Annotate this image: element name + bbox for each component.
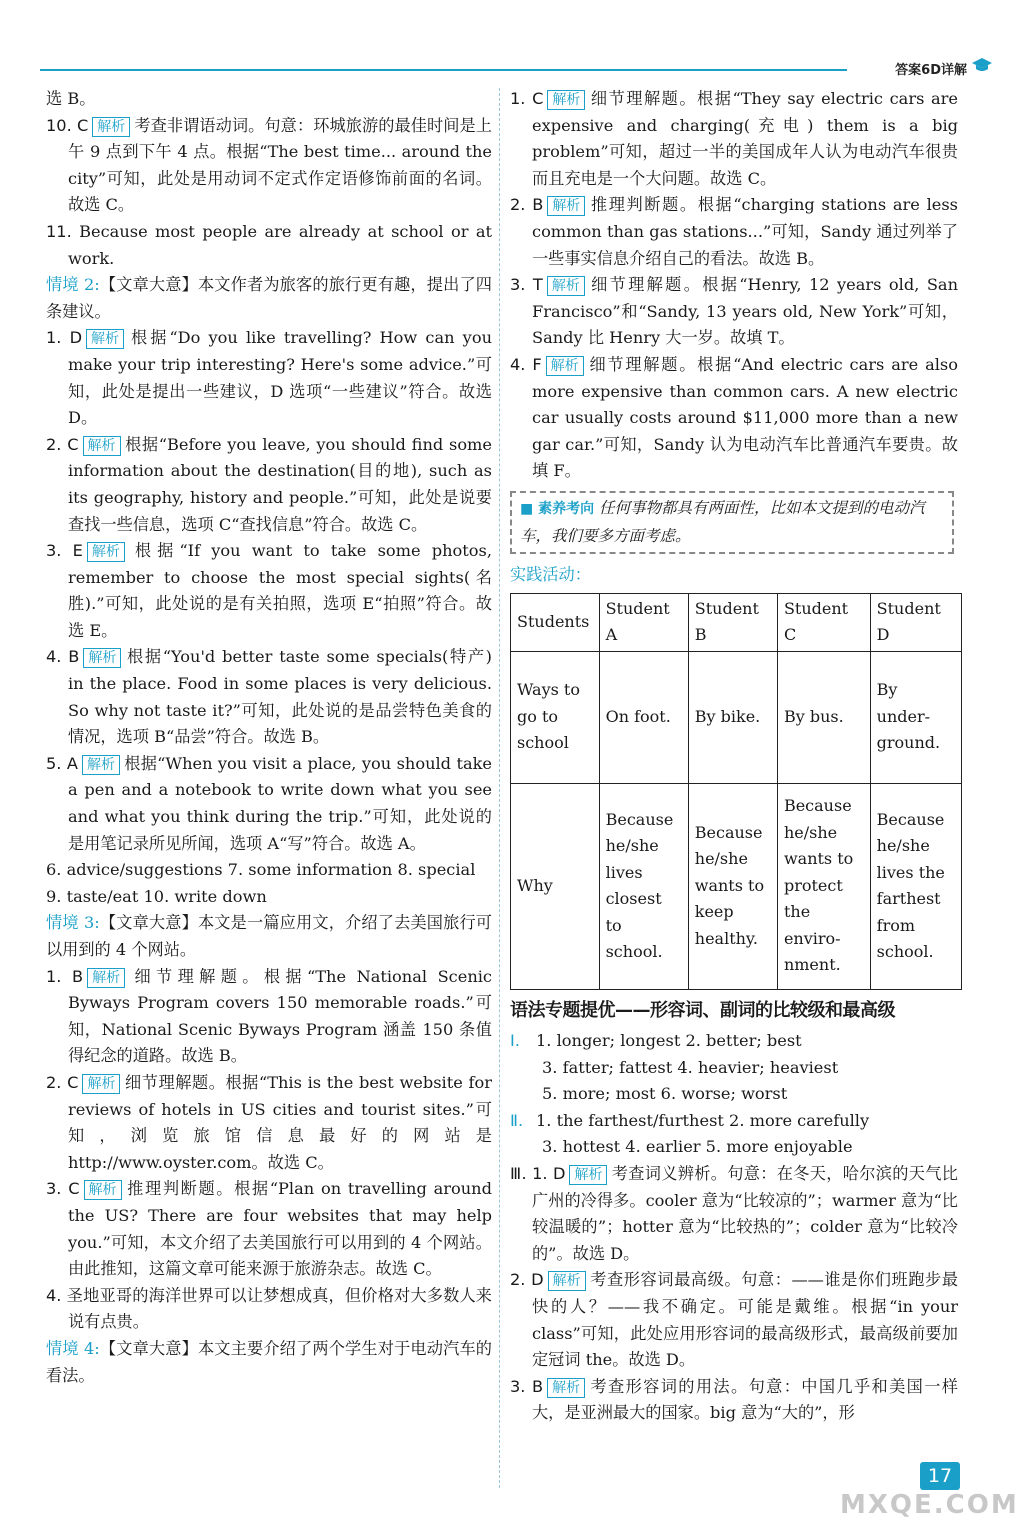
table-cell: Because he/she wants to keep healthy.: [688, 783, 777, 989]
item-number: 2. B: [510, 195, 544, 215]
section-intro: [46, 1336, 492, 1389]
page-header: [40, 60, 997, 80]
table-cell: On foot.: [599, 651, 688, 783]
graduation-cap-icon: [971, 56, 993, 74]
section-text: 【文章大意】本文作者为旅客的旅行更有趣，提出了四条建议。: [46, 275, 492, 321]
grammar-I-line: Ⅰ. 1. longer; longest 2. better; best: [510, 1028, 958, 1055]
section-label: 情境 4:: [46, 1338, 100, 1358]
item-text: 细节理解题。根据“Henry, 12 years old, San Francisco”和“Sandy, 13 years old, New York”可知，Sandy 比 Henry 大一岁。故填 T。: [532, 275, 958, 348]
answer-line: 6. advice/suggestions 7. some information 8. special: [46, 860, 476, 880]
item-text: 考查非谓语动词。句意：环城旅游的最佳时间是上午 9 点到下午 4 点。根据“The best time... around the city”可知，此处是用动词不定式作定语修饰前面的名词。故选 C。: [68, 115, 492, 215]
item-text: 根据“When you visit a place, you should take a pen and a notebook to write down what you see and what you think during the trip.”可知，此处说的是用笔记录所见所闻，选项 A“写”符合。故选 A。: [68, 753, 492, 853]
analysis-tag: 解析: [547, 196, 585, 216]
right-items: [510, 86, 958, 485]
item-number: Ⅲ. 1. D: [510, 1164, 566, 1184]
item-number: 11.: [46, 221, 72, 241]
item-number: 2. C: [46, 434, 79, 454]
list-item: [510, 1161, 958, 1267]
right-column: [510, 86, 958, 1427]
analysis-tag: 解析: [92, 117, 130, 137]
grammar-II-line: 3. hottest 4. earlier 5. more enjoyable: [542, 1137, 853, 1157]
analysis-tag: 解析: [87, 542, 125, 562]
item-text: 细节理解题。根据“They say electric cars are expensive and charging(充电) them is a big problem”可知，超过一半的美国成年人认为电动汽车很贵而且充电是一个大问题。故选 C。: [532, 89, 958, 188]
list-item: [510, 1267, 958, 1373]
item-number: 3. C: [46, 1179, 80, 1199]
list-item: [510, 352, 958, 485]
table-header-row: [511, 593, 962, 651]
item-number: 3. B: [510, 1376, 544, 1396]
table-cell: Because he/she wants to protect the enviro-nment.: [777, 783, 870, 989]
table-header: Student D: [870, 593, 961, 651]
item-text: 推理判断题。根据“Plan on travelling around the US? There are four websites that may help you.”可知，本文介绍了去美国旅行可以用到的 4 个网站。由此推知，这篇文章可能来源于旅游杂志。故选 C。: [68, 1179, 492, 1279]
tip-marker-icon: ■: [520, 500, 539, 517]
page-number: 17: [920, 1462, 960, 1490]
analysis-tag: 解析: [547, 276, 585, 296]
list-item: [510, 86, 958, 192]
item-text: 细节理解题。根据“And electric cars are also more expensive than common cars. A new electric car usually costs around $11,000 more than a new gar car.”可知，Sandy 认为电动汽车比普通汽车要贵。故填 F。: [532, 354, 958, 481]
list-item: [46, 325, 492, 431]
answer-line: 选 B。: [46, 89, 96, 108]
item-number: 1. D: [46, 328, 83, 348]
grammar-III: [510, 1161, 958, 1427]
table-row: [511, 651, 962, 783]
analysis-tag: 解析: [547, 1378, 585, 1398]
grammar-I-line: 3. fatter; fattest 4. heavier; heaviest: [542, 1057, 839, 1077]
item-text: 细节理解题。根据“The National Scenic Byways Program covers 150 memorable roads.”可知，National Scenic Byways Program 涵盖 150 条值得纪念的道路。故选 B。: [68, 966, 492, 1066]
analysis-tag: 解析: [82, 755, 120, 775]
section-intro: [46, 272, 492, 325]
grammar-II-line: Ⅱ. 1. the farthest/furthest 2. more carefully: [510, 1108, 958, 1135]
item-text: 根据“Before you leave, you should find some information about the destination(目的地), such as its geography, history and people.”可知，此处是说要查找一些信息，选项 C“查找信息”符合。故选 C。: [68, 434, 492, 534]
column-divider: [499, 88, 500, 1488]
item-number: 1. C: [510, 89, 544, 108]
item-text: 考查形容词的用法。句意：中国几乎和美国一样大，是亚洲最大的国家。big 意为“大的”，形: [532, 1376, 958, 1423]
roman-numeral: Ⅱ.: [510, 1110, 524, 1130]
header-rule: [40, 69, 847, 71]
tip-text: 任何事物都具有两面性，比如本文提到的电动汽车，我们要多方面考虑。: [520, 498, 925, 545]
list-item: [46, 964, 492, 1070]
list-item: [510, 1374, 958, 1427]
list-item: [46, 1176, 492, 1282]
grammar-title: 语法专题提优——形容词、副词的比较级和最高级: [510, 999, 895, 1021]
item-text: 考查形容词最高级。句意：——谁是你们班跑步最快的人？——我不确定。可能是戴维。根据“in your class”可知，此处应用形容词的最高级形式，最高级前要加定冠词 the。故选 D。: [532, 1270, 958, 1370]
list-item: [510, 192, 958, 272]
list-item: [46, 1283, 492, 1336]
tip-box: [510, 491, 954, 554]
item-number: 1. B: [46, 966, 84, 986]
analysis-tag: 解析: [86, 329, 124, 349]
item-number: 5. A: [46, 753, 78, 773]
item-text: 圣地亚哥的海洋世界可以让梦想成真，但价格对大多数人来说有点贵。: [66, 1285, 492, 1332]
item-text: 根据“If you want to take some photos, remember to choose the most special sights(名胜).”可知，此处说的是有关拍照，选项 E“拍照”符合。故选 E。: [68, 541, 492, 640]
item-number: 2. D: [510, 1270, 544, 1290]
section-intro: [46, 910, 492, 963]
section-label: 情境 2:: [46, 275, 100, 295]
list-item: [46, 219, 492, 272]
item-text: 考查词义辨析。句意：在冬天，哈尔滨的天气比广州的冷得多。cooler 意为“比较凉的”；warmer 意为“比较温暖的”；hotter 意为“比较热的”；colder 意为“比较冷的”。故选 D。: [532, 1164, 958, 1263]
table-row: [511, 783, 962, 989]
activity-table: [510, 593, 962, 990]
item-text: 根据“Do you like travelling? How can you make your trip interesting? Here's some advice.”可知，此处是提出一些建议，D 选项“一些建议”符合。故选 D。: [68, 328, 492, 428]
item-number: 2. C: [46, 1072, 79, 1092]
table-header: Student B: [688, 593, 777, 651]
header-title: 答案6D详解: [895, 63, 967, 78]
analysis-tag: 解析: [547, 90, 585, 110]
table-cell: Why: [511, 783, 600, 989]
list-item: [46, 432, 492, 538]
table-cell: By bike.: [688, 651, 777, 783]
item-number: 4. F: [510, 354, 542, 374]
table-header: Student A: [599, 593, 688, 651]
analysis-tag: 解析: [84, 1180, 122, 1200]
analysis-tag: 解析: [83, 436, 121, 456]
list-item: [46, 644, 492, 750]
activity-heading: 实践活动：: [510, 564, 591, 584]
analysis-tag: 解析: [569, 1165, 607, 1185]
item-text: 推理判断题。根据“charging stations are less common than gas stations...”可知，Sandy 通过列举了一些事实信息介绍自己的看法。故选 B。: [532, 195, 958, 268]
item-number: 4. B: [46, 647, 80, 667]
list-item: [46, 751, 492, 857]
watermark: MXQE.COM: [840, 1490, 1019, 1520]
table-header: Students: [511, 593, 600, 651]
section-text: 【文章大意】本文是一篇应用文，介绍了去美国旅行可以用到的 4 个网站。: [46, 913, 492, 959]
list-item: [510, 272, 958, 352]
analysis-tag: 解析: [87, 968, 125, 988]
section-text: 【文章大意】本文主要介绍了两个学生对于电动汽车的看法。: [46, 1338, 492, 1385]
table-cell: Ways to go to school: [511, 651, 600, 783]
item-text: Because most people are already at school or at work.: [68, 221, 492, 268]
item-text: 细节理解题。根据“This is the best website for reviews of hotels in US cities and tourist sites.”可知，浏览旅馆信息最好的网站是 http://www.oyster.com。故选 C。: [68, 1072, 492, 1172]
item-number: 10. C: [46, 115, 89, 135]
analysis-tag: 解析: [548, 1271, 586, 1291]
analysis-tag: 解析: [83, 648, 121, 668]
section-label: 情境 3:: [46, 913, 100, 933]
table-cell: By bus.: [777, 651, 870, 783]
item-number: 3. T: [510, 275, 543, 295]
table-cell: Because he/she lives closest to school.: [599, 783, 688, 989]
table-cell: By under-ground.: [870, 651, 961, 783]
list-item: [46, 113, 492, 219]
grammar-I-line: 5. more; most 6. worse; worst: [542, 1084, 788, 1104]
analysis-tag: 解析: [82, 1074, 120, 1094]
left-column: [46, 86, 492, 1389]
item-number: 4.: [46, 1285, 62, 1305]
answer-line: 9. taste/eat 10. write down: [46, 886, 267, 906]
roman-numeral: Ⅰ.: [510, 1031, 520, 1051]
item-number: 3. E: [46, 541, 83, 561]
analysis-tag: 解析: [546, 356, 584, 376]
list-item: [46, 538, 492, 644]
item-text: 根据“You'd better taste some specials(特产) in the place. Food in some places is very delicious. So why not taste it?”可知，此处说的是品尝特色美食的情况，选项 B“品尝”符合。故选 B。: [68, 647, 492, 747]
list-item: [46, 1070, 492, 1176]
table-header: Student C: [777, 593, 870, 651]
table-cell: Because he/she lives the farthest from school.: [870, 783, 961, 989]
tip-label: ■ 素养考向: [520, 500, 595, 517]
